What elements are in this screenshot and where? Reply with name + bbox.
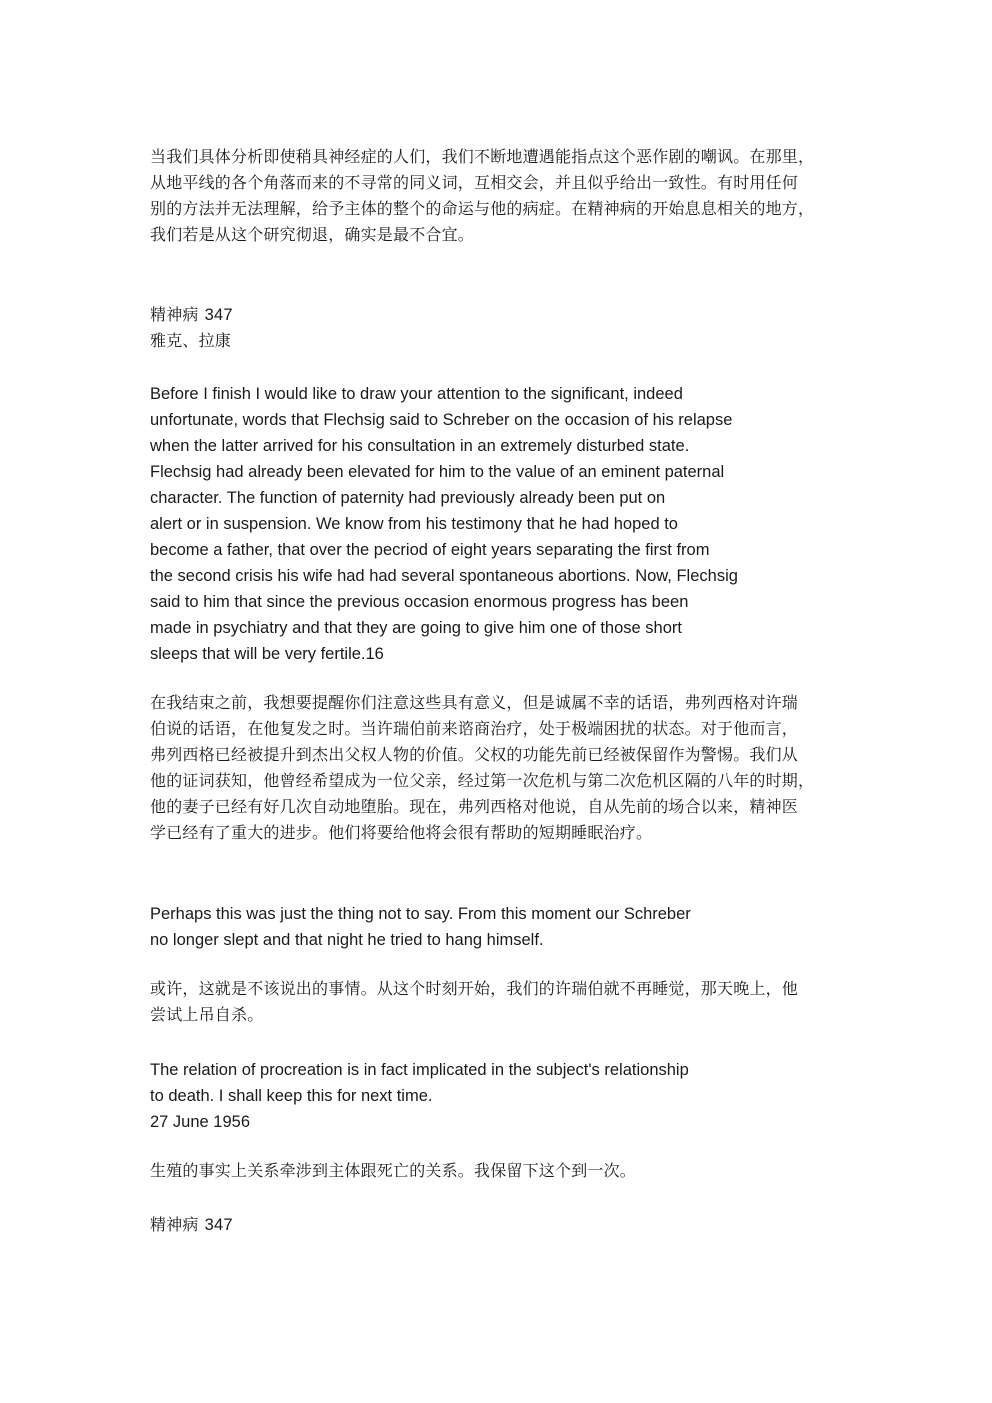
text-line: character. The function of paternity had previously already been put on [150, 489, 666, 507]
footer-title: 精神病 [150, 1215, 199, 1234]
paragraph-zh-2 [150, 690, 850, 846]
text-line: to death. I shall keep this for next time. [150, 1087, 433, 1105]
text-line: 当我们具体分析即使稍具神经症的人们，我们不断地遭遇能指点这个恶作剧的嘲讽。在那里， [150, 147, 815, 166]
text-line: 学已经有了重大的进步。他们将要给他将会很有帮助的短期睡眠治疗。 [150, 823, 653, 842]
text-line: Before I finish I would like to draw your attention to the significant, indeed [150, 385, 683, 403]
running-header [150, 302, 850, 354]
text-line: unfortunate, words that Flechsig said to Schreber on the occasion of his relapse [150, 411, 733, 429]
text-line: 他的证词获知，他曾经希望成为一位父亲，经过第一次危机与第二次危机区隔的八年的时期， [150, 771, 815, 790]
text-line: no longer slept and that night he tried to hang himself. [150, 931, 544, 949]
text-line: 或许，这就是不该说出的事情。从这个时刻开始，我们的许瑞伯就不再睡觉，那天晚上，他 [150, 979, 799, 998]
text-line: 弗列西格已经被提升到杰出父权人物的价值。父权的功能先前已经被保留作为警惕。我们从 [150, 745, 799, 764]
text-line: 在我结束之前，我想要提醒你们注意这些具有意义，但是诚属不幸的话语，弗列西格对许瑞 [150, 693, 799, 712]
paragraph-en-2 [150, 901, 850, 953]
date-line: 27 June 1956 [150, 1113, 251, 1131]
text-line: 他的妻子已经有好几次自动地堕胎。现在，弗列西格对他说，自从先前的场合以来，精神医 [150, 797, 799, 816]
text-line: 尝试上吊自杀。 [150, 1005, 264, 1024]
paragraph-zh-1 [150, 144, 850, 248]
text-line: 别的方法并无法理解，给予主体的整个的命运与他的病症。在精神病的开始息息相关的地方， [150, 199, 815, 218]
paragraph-en-3 [150, 1057, 850, 1135]
text-line: the second crisis his wife had had several spontaneous abortions. Now, Flechsig [150, 567, 738, 585]
footer-title-line [150, 1212, 850, 1238]
text-line: Flechsig had already been elevated for him to the value of an eminent paternal [150, 463, 725, 481]
text-line: 生殖的事实上关系牵涉到主体跟死亡的关系。我保留下这个到一次。 [150, 1161, 637, 1180]
text-line: sleeps that will be very fertile.16 [150, 645, 384, 663]
paragraph-zh-3 [150, 976, 850, 1028]
header-author: 雅克、拉康 [150, 331, 232, 350]
text-line: said to him that since the previous occasion enormous progress has been [150, 593, 689, 611]
text-line: become a father, that over the pecriod of eight years separating the first from [150, 541, 710, 559]
text-line: when the latter arrived for his consultation in an extremely disturbed state. [150, 437, 690, 455]
text-line: 从地平线的各个角落而来的不寻常的同义词，互相交会，并且似乎给出一致性。有时用任何 [150, 173, 799, 192]
footer-page-number: 347 [204, 1216, 233, 1234]
running-footer [150, 1212, 850, 1238]
text-line: alert or in suspension. We know from his testimony that he had hoped to [150, 515, 678, 533]
text-line: Perhaps this was just the thing not to say. From this moment our Schreber [150, 905, 691, 923]
paragraph-zh-4 [150, 1158, 850, 1184]
header-title-line [150, 302, 850, 328]
paragraph-en-1 [150, 381, 850, 667]
header-title: 精神病 [150, 305, 199, 324]
text-line: 我们若是从这个研究彻退，确实是最不合宜。 [150, 225, 475, 244]
text-line: made in psychiatry and that they are going to give him one of those short [150, 619, 682, 637]
text-line: The relation of procreation is in fact implicated in the subject's relationship [150, 1061, 689, 1079]
header-page-number: 347 [204, 306, 233, 324]
text-line: 伯说的话语，在他复发之时。当许瑞伯前来谘商治疗，处于极端困扰的状态。对于他而言， [150, 719, 799, 738]
